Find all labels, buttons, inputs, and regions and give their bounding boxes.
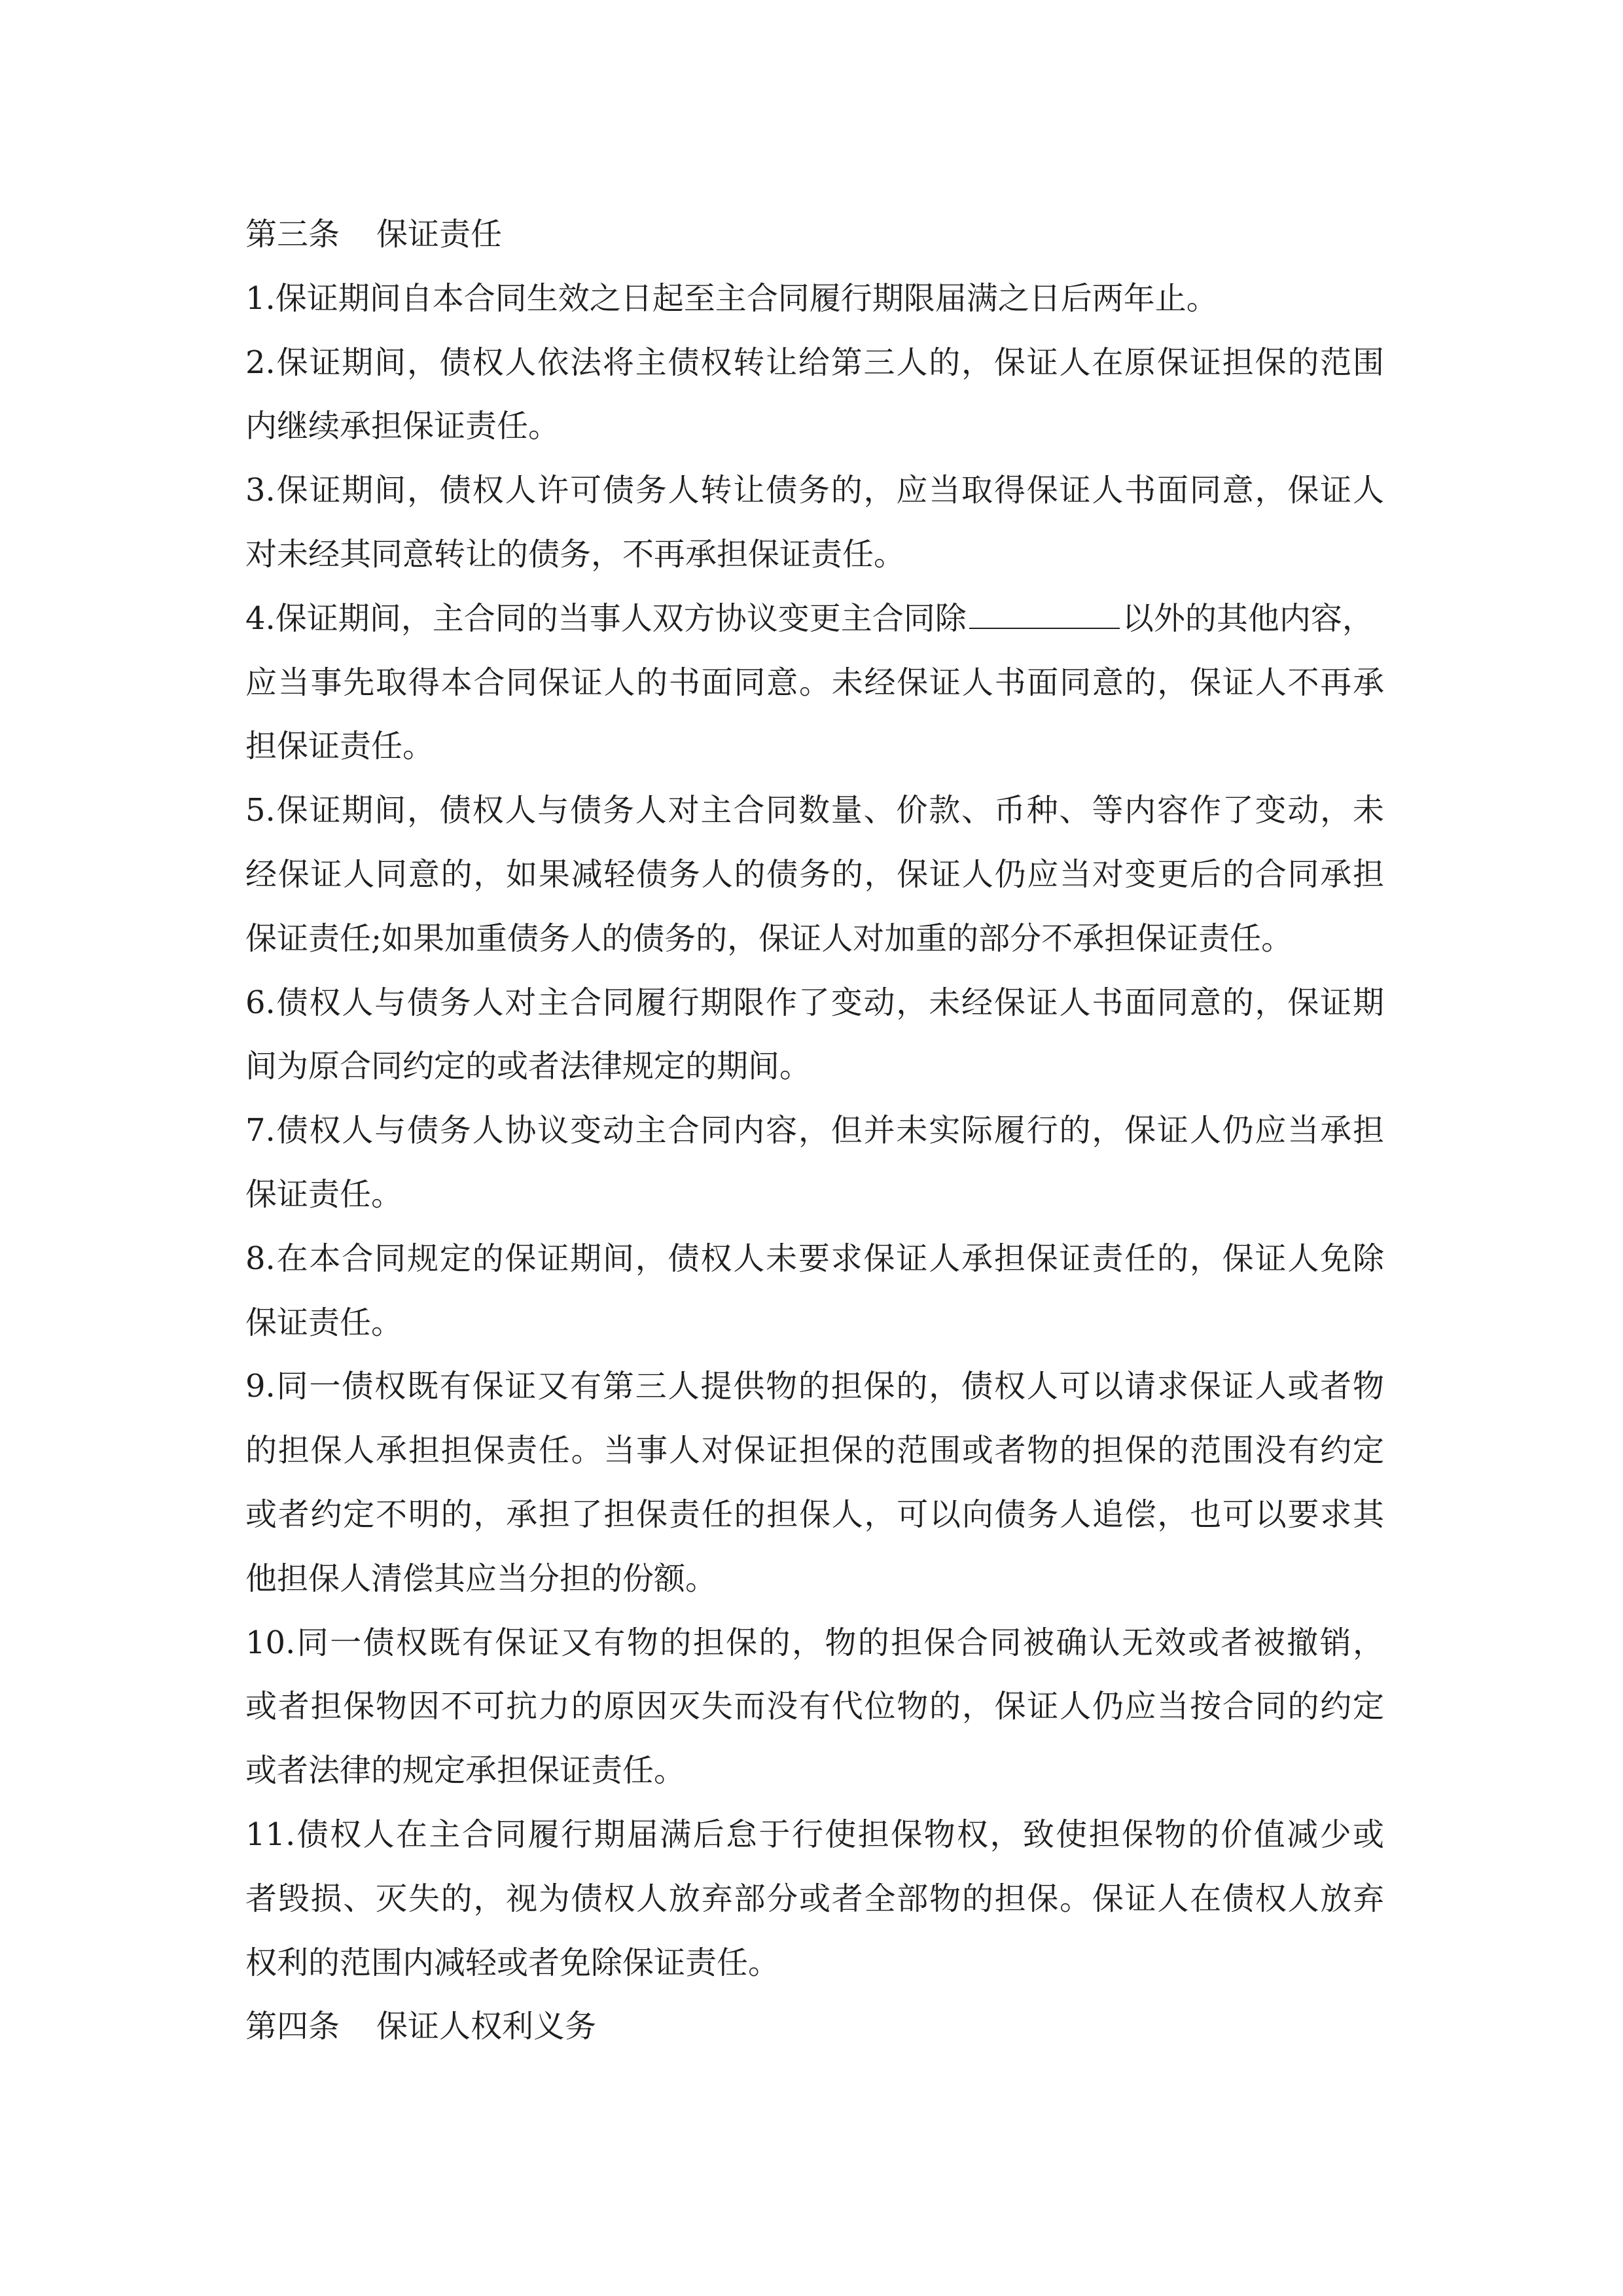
- article-3-heading: [245, 203, 1384, 267]
- article-4-heading: [245, 1995, 1384, 2059]
- clause-11-line-2: 者毁损、灭失的，视为债权人放弃部分或者全部物的担保。保证人在债权人放弃: [245, 1880, 1384, 1917]
- clause-8-line-2: 保证责任。: [245, 1304, 403, 1341]
- clause-7-line-1: 7.债权人与债务人协议变动主合同内容，但并未实际履行的，保证人仍应当承担: [245, 1112, 1384, 1149]
- clause-10-line-2: 或者担保物因不可抗力的原因灭失而没有代位物的，保证人仍应当按合同的约定: [245, 1688, 1384, 1725]
- clause-4-line-3: 担保证责任。: [245, 728, 435, 765]
- clause-5-line-1: 5.保证期间，债权人与债务人对主合同数量、价款、币种、等内容作了变动，未: [245, 792, 1384, 829]
- clause-4-text-before-blank: 4.保证期间，主合同的当事人双方协议变更主合同除: [245, 600, 967, 637]
- clause-4-line-1: [245, 587, 1384, 651]
- clause-5-line-3: 保证责任;如果加重债务人的债务的，保证人对加重的部分不承担保证责任。: [245, 920, 1293, 957]
- clause-1-line-1: 1.保证期间自本合同生效之日起至主合同履行期限届满之日后两年止。: [245, 279, 1218, 317]
- article-4-number: 第四条: [245, 2008, 340, 2045]
- article-4-title: 保证人权利义务: [376, 2008, 597, 2045]
- clause-5-line-2: 经保证人同意的，如果减轻债务人的债务的，保证人仍应当对变更后的合同承担: [245, 855, 1384, 893]
- clause-9-line-2: 的担保人承担担保责任。当事人对保证担保的范围或者物的担保的范围没有约定: [245, 1432, 1384, 1469]
- clause-9-line-1: 9.同一债权既有保证又有第三人提供物的担保的，债权人可以请求保证人或者物: [245, 1368, 1384, 1405]
- clause-4-line-2: 应当事先取得本合同保证人的书面同意。未经保证人书面同意的，保证人不再承: [245, 664, 1384, 701]
- clause-9-line-4: 他担保人清偿其应当分担的份额。: [245, 1560, 717, 1597]
- clause-10-line-3: 或者法律的规定承担保证责任。: [245, 1752, 686, 1789]
- clause-11-line-1: 11.债权人在主合同履行期届满后怠于行使担保物权，致使担保物的价值减少或: [245, 1816, 1384, 1853]
- article-3-number: 第三条: [245, 216, 340, 253]
- clause-10-line-1: 10.同一债权既有保证又有物的担保的，物的担保合同被确认无效或者被撤销，: [245, 1624, 1384, 1661]
- clause-2-line-1: 2.保证期间，债权人依法将主债权转让给第三人的，保证人在原保证担保的范围: [245, 344, 1384, 381]
- clause-7-line-2: 保证责任。: [245, 1175, 403, 1213]
- clause-6-line-1: 6.债权人与债务人对主合同履行期限作了变动，未经保证人书面同意的，保证期: [245, 984, 1384, 1021]
- clause-8-line-1: 8.在本合同规定的保证期间，债权人未要求保证人承担保证责任的，保证人免除: [245, 1240, 1384, 1277]
- clause-6-line-2: 间为原合同约定的或者法律规定的期间。: [245, 1048, 812, 1085]
- clause-2-line-2: 内继续承担保证责任。: [245, 408, 560, 445]
- clause-3-line-2: 对未经其同意转让的债务，不再承担保证责任。: [245, 535, 906, 573]
- clause-3-line-1: 3.保证期间，债权人许可债务人转让债务的，应当取得保证人书面同意，保证人: [245, 472, 1384, 509]
- clause-9-line-3: 或者约定不明的，承担了担保责任的担保人，可以向债务人追偿，也可以要求其: [245, 1496, 1384, 1533]
- fill-in-blank: [969, 601, 1120, 629]
- clause-11-line-3: 权利的范围内减轻或者免除保证责任。: [245, 1944, 780, 1981]
- document-page: [245, 203, 1384, 2059]
- article-3-title: 保证责任: [376, 216, 503, 253]
- clause-4-text-after-blank: 以外的其他内容，: [1122, 600, 1374, 637]
